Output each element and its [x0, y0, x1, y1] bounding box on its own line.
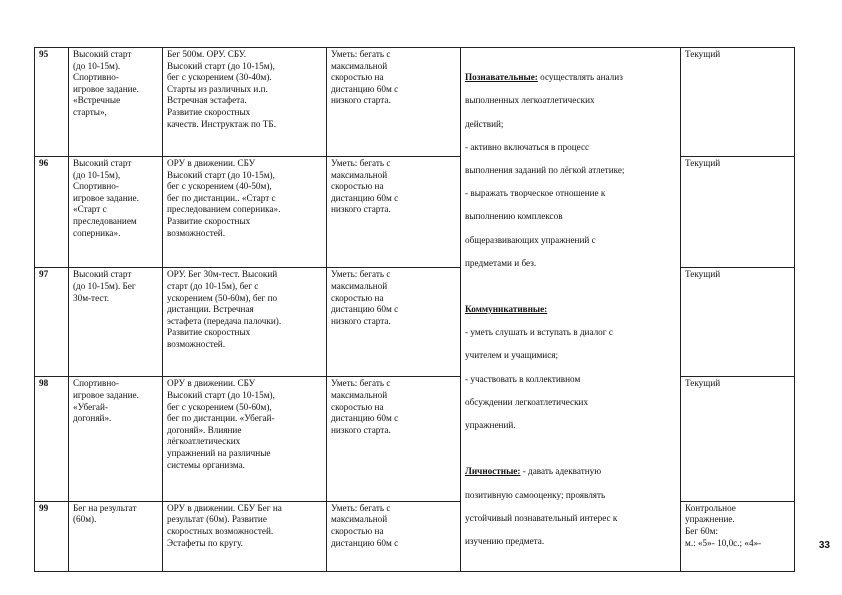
personal-heading: Личностные: [465, 466, 521, 477]
results-personal [465, 455, 677, 559]
communicative-heading: Коммуникативные: [465, 304, 548, 315]
results-line: предметами и без. [465, 257, 537, 268]
subject-results: Уметь: бегать с максимальной скоростью на дистанцию 60м с низкого старта. [327, 48, 461, 157]
personal-text: - давать адекватную [520, 466, 602, 477]
lesson-number: 96 [35, 157, 69, 268]
lesson-number: 95 [35, 48, 69, 157]
control-type: Текущий [681, 268, 795, 377]
lesson-content: ОРУ в движении. СБУ Высокий старт (до 10-15м), бег с ускорением (50-60м), бег по дистанции. «Убегай- догоняй». Влияние лёгкоатлетических упражнений на различные системы организма. [163, 377, 327, 501]
results-line: - активно включаться в процесс [465, 141, 590, 152]
lesson-topic: Высокий старт (до 10-15м). Бег 30м-тест. [69, 268, 163, 377]
table-row [35, 48, 795, 157]
lesson-content: ОРУ. Бег 30м-тест. Высокий старт (до 10-15м), бег с ускорением (50-60м), бег по дистанции. Встречная эстафета (передача палочки). Развитие скоростных возможностей. [163, 268, 327, 377]
results-line: выполнению комплексов [465, 211, 563, 222]
results-line: выполнения заданий по лёгкой атлетике; [465, 164, 625, 175]
page-number: 33 [818, 540, 830, 551]
meta-subject-results [461, 48, 681, 572]
results-line: устойчивый познавательный интерес к [465, 512, 618, 523]
results-line: позитивную самооценку; проявлять [465, 489, 606, 500]
lesson-number: 99 [35, 501, 69, 571]
control-type: Текущий [681, 377, 795, 501]
control-type: Текущий [681, 157, 795, 268]
lesson-topic: Бег на результат (60м). [69, 501, 163, 571]
results-communicative [465, 292, 677, 443]
lesson-number: 98 [35, 377, 69, 501]
results-line: выполненных легкоатлетических [465, 95, 595, 106]
results-line: изучению предмета. [465, 535, 545, 546]
control-type: Контрольное упражнение. Бег 60м: м.: «5»- 10,0с.; «4»- [681, 501, 795, 571]
lesson-plan-table [34, 47, 795, 572]
table-row [35, 157, 795, 268]
results-line: - выражать творческое отношение к [465, 188, 606, 199]
results-line: действий; [465, 118, 504, 129]
results-line: - участвовать в коллективном [465, 373, 581, 384]
lesson-content: ОРУ в движении. СБУ Высокий старт (до 10-15м), бег с ускорением (40-50м), бег по дистанции.. «Старт с преследованием соперника». Развитие скоростных возможностей. [163, 157, 327, 268]
control-type: Текущий [681, 48, 795, 157]
subject-results: Уметь: бегать с максимальной скоростью на дистанцию 60м с низкого старта. [327, 268, 461, 377]
lesson-content: ОРУ в движении. СБУ Бег на результат (60м). Развитие скоростных возможностей. Эстафеты по кругу. [163, 501, 327, 571]
cognitive-text: осуществлять анализ [537, 72, 623, 83]
table-row [35, 377, 795, 501]
subject-results: Уметь: бегать с максимальной скоростью на дистанцию 60м с низкого старта. [327, 157, 461, 268]
results-cognitive [465, 61, 677, 281]
results-line: общеразвивающих упражнений с [465, 234, 596, 245]
lesson-topic: Спортивно- игровое задание. «Убегай- догоняй». [69, 377, 163, 501]
cognitive-heading: Познавательные: [465, 72, 538, 83]
table-row [35, 501, 795, 571]
subject-results: Уметь: бегать с максимальной скоростью на дистанцию 60м с низкого старта. [327, 377, 461, 501]
results-line: - уметь слушать и вступать в диалог с [465, 327, 613, 338]
table-row [35, 268, 795, 377]
results-line: упражнений. [465, 420, 516, 430]
lesson-content: Бег 500м. ОРУ. СБУ. Высокий старт (до 10-15м), бег с ускорением (30-40м). Старты из различных и.п. Встречная эстафета. Развитие скоростных качеств. Инструктаж по ТБ. [163, 48, 327, 157]
lesson-topic: Высокий старт (до 10-15м). Спортивно- игровое задание. «Встречные старты», [69, 48, 163, 157]
results-line: обсуждении легкоатлетических [465, 396, 589, 407]
lesson-topic: Высокий старт (до 10-15м), Спортивно- игровое задание. «Старт с преследованием соперника». [69, 157, 163, 268]
subject-results: Уметь: бегать с максимальной скоростью на дистанцию 60м с [327, 501, 461, 571]
lesson-number: 97 [35, 268, 69, 377]
results-line: учителем и учащимися; [465, 350, 559, 361]
